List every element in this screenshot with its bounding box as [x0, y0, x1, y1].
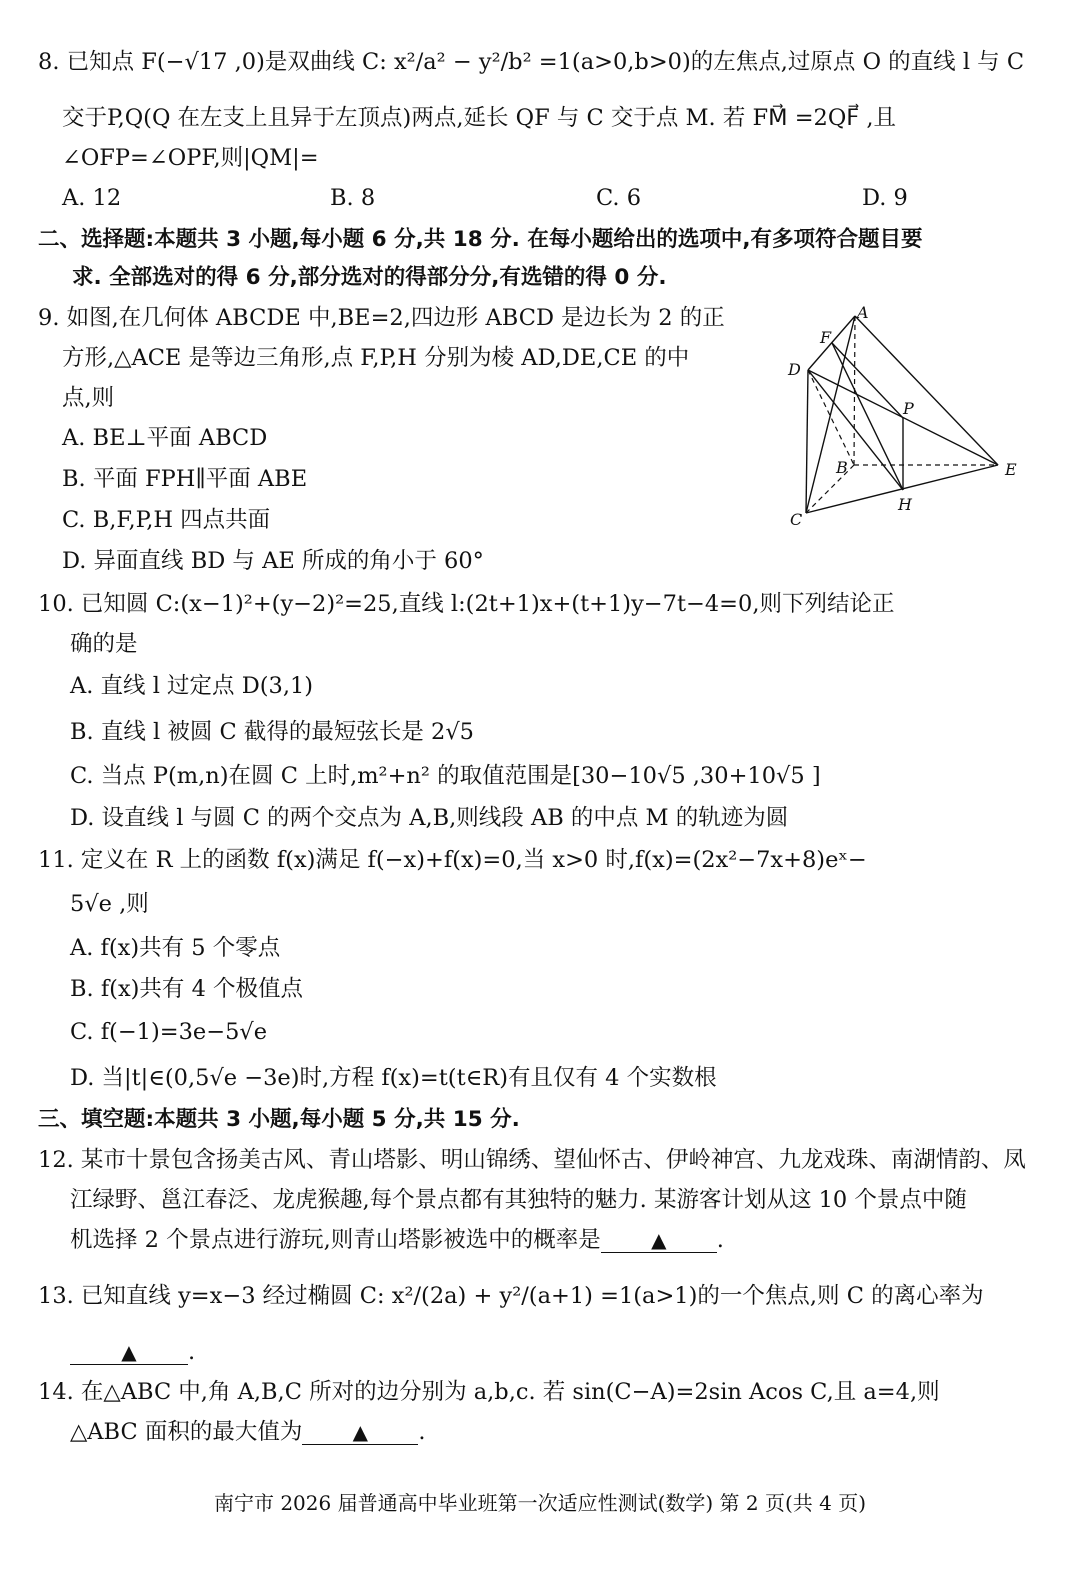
q14-line2-wrap [70, 1418, 426, 1446]
q13-answer-blank[interactable] [70, 1340, 188, 1365]
q12-line3-wrap [70, 1226, 724, 1254]
q11-line1: 11. 定义在 R 上的函数 f(x)满足 f(−x)+f(x)=0,当 x>0 时,f(x)=(2x²−7x+8)eˣ− [38, 847, 867, 873]
q9-option-d: D. 异面直线 BD 与 AE 所成的角小于 60° [62, 548, 484, 574]
q8-line2: 交于P,Q(Q 在左支上且异于左顶点)两点,延长 QF 与 C 交于点 M. 若 FM⃗ =2QF⃗ ,且 [62, 105, 897, 131]
page-footer: 南宁市 2026 届普通高中毕业班第一次适应性测试(数学) 第 2 页(共 4 页) [213, 1491, 867, 1515]
label-B: B [836, 458, 848, 477]
q14-line2: △ABC 面积的最大值为 [70, 1419, 303, 1445]
label-A: A [857, 303, 869, 322]
q11-option-d: D. 当|t|∈(0,5√e −3e)时,方程 f(x)=t(t∈R)有且仅有 4 个实数根 [70, 1065, 717, 1091]
q10-option-d: D. 设直线 l 与圆 C 的两个交点为 A,B,则线段 AB 的中点 M 的轨迹为圆 [70, 805, 789, 831]
q11-option-b: B. f(x)共有 4 个极值点 [70, 976, 304, 1002]
edge-DH [808, 370, 903, 490]
q13-line1: 13. 已知直线 y=x−3 经过椭圆 C: x²/(2a) + y²/(a+1) =1(a>1)的一个焦点,则 C 的离心率为 [38, 1283, 984, 1309]
q8-option-d: D. 9 [862, 185, 908, 211]
q12-line1: 12. 某市十景包含扬美古风、青山塔影、明山锦绣、望仙怀古、伊岭神宫、九龙戏珠、南湖情韵、凤 [38, 1147, 1026, 1173]
q10-option-b: B. 直线 l 被圆 C 截得的最短弦长是 2√5 [70, 719, 474, 745]
q10-line2: 确的是 [70, 631, 138, 657]
q10-option-c: C. 当点 P(m,n)在圆 C 上时,m²+n² 的取值范围是[30−10√5 ,30+10√5 ] [70, 763, 821, 789]
q8-option-b: B. 8 [330, 185, 376, 211]
q11-option-c: C. f(−1)=3e−5√e [70, 1019, 268, 1045]
triangle-marker-icon: ▲ [352, 1420, 369, 1444]
triangle-marker-icon: ▲ [121, 1340, 137, 1364]
edge-DC [806, 370, 808, 513]
q11-line2: 5√e ,则 [70, 891, 149, 917]
q14-end: . [418, 1419, 426, 1445]
q9-option-c: C. B,F,P,H 四点共面 [62, 507, 271, 533]
label-F: F [820, 328, 832, 347]
q9-option-b: B. 平面 FPH∥平面 ABE [62, 466, 308, 492]
q10-line1: 10. 已知圆 C:(x−1)²+(y−2)²=25,直线 l:(2t+1)x+(t+1)y−7t−4=0,则下列结论正 [38, 591, 895, 617]
q12-answer-blank[interactable] [601, 1228, 717, 1253]
label-H: H [898, 495, 912, 514]
q13-line2-wrap [70, 1338, 195, 1366]
q9-line2: 方形,△ACE 是等边三角形,点 F,P,H 分别为棱 AD,DE,CE 的中 [62, 345, 690, 371]
q8-line1: 8. 已知点 F(−√17 ,0)是双曲线 C: x²/a² − y²/b² =1(a>0,b>0)的左焦点,过原点 O 的直线 l 与 C [38, 49, 1025, 75]
label-C: C [790, 510, 803, 529]
q8-option-a: A. 12 [62, 185, 122, 211]
q12-end: . [716, 1227, 724, 1253]
section2-heading-line1: 二、选择题:本题共 3 小题,每小题 6 分,共 18 分. 在每小题给出的选项中,有多项符合题目要 [38, 227, 923, 252]
q9-geometry-figure [780, 300, 1030, 540]
q8-line3: ∠OFP=∠OPF,则|QM|= [62, 145, 319, 171]
label-D: D [788, 360, 801, 379]
label-P: P [903, 399, 914, 418]
edge-AB-hidden [854, 316, 855, 465]
q9-line1: 9. 如图,在几何体 ABCDE 中,BE=2,四边形 ABCD 是边长为 2 的正 [38, 305, 725, 331]
q9-option-a: A. BE⊥平面 ABCD [62, 425, 268, 451]
section3-heading: 三、填空题:本题共 3 小题,每小题 5 分,共 15 分. [38, 1107, 520, 1132]
q11-option-a: A. f(x)共有 5 个零点 [70, 935, 281, 961]
q14-answer-blank[interactable] [302, 1420, 418, 1445]
label-E: E [1005, 460, 1017, 479]
q12-line2: 江绿野、邕江春泛、龙虎猴趣,每个景点都有其独特的魅力. 某游客计划从这 10 个景点中随 [70, 1187, 967, 1213]
edge-BD-hidden [808, 370, 854, 465]
section2-heading-line2: 求. 全部选对的得 6 分,部分选对的得部分分,有选错的得 0 分. [72, 265, 667, 290]
q10-option-a: A. 直线 l 过定点 D(3,1) [70, 673, 314, 699]
q13-end: . [188, 1339, 196, 1365]
q9-line3: 点,则 [62, 385, 115, 411]
q14-line1: 14. 在△ABC 中,角 A,B,C 所对的边分别为 a,b,c. 若 sin(C−A)=2sin Acos C,且 a=4,则 [38, 1379, 940, 1405]
triangle-marker-icon: ▲ [651, 1228, 667, 1252]
q12-line3: 机选择 2 个景点进行游玩,则青山塔影被选中的概率是 [70, 1227, 601, 1253]
q8-option-c: C. 6 [596, 185, 642, 211]
